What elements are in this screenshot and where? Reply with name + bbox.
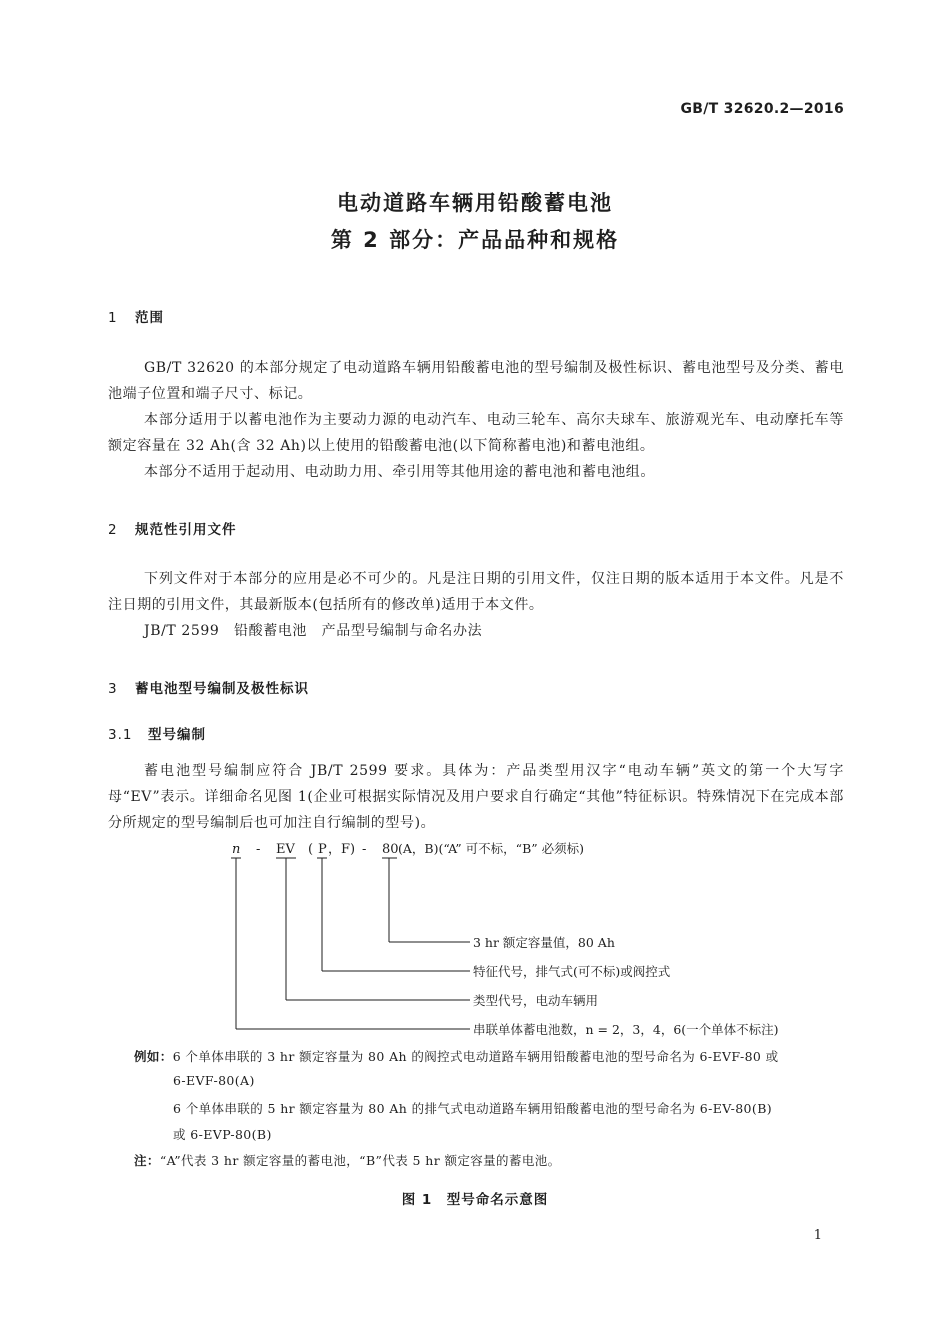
paragraph: 下列文件对于本部分的应用是必不可少的。凡是注日期的引用文件，仅注日期的版本适用于本文件。凡是不注日期的引用文件，其最新版本(包括所有的修改单)适用于本文件。 (108, 571, 844, 613)
diagram-dash: - (256, 842, 261, 857)
example-label: 例如： (134, 1049, 173, 1064)
section-title: 型号编制 (148, 727, 206, 743)
paragraph: GB/T 32620 的本部分规定了电动道路车辆用铅酸蓄电池的型号编制及极性标识、蓄电池型号及分类、蓄电池端子位置和端子尺寸、标记。 (108, 360, 844, 402)
diagram-f: ，F) (328, 842, 356, 857)
diagram-n: n (232, 842, 241, 857)
example-line: 或 6-EVP-80(B) (173, 1127, 272, 1142)
section-title: 范围 (135, 310, 164, 326)
paragraph: 本部分不适用于起动用、电动助力用、牵引用等其他用途的蓄电池和蓄电池组。 (144, 464, 655, 480)
document-subtitle: 第 2 部分：产品品种和规格 (330, 228, 620, 252)
diagram-label-capacity: 3 hr 额定容量值，80 Ah (473, 935, 615, 950)
note-label: 注： (134, 1153, 160, 1168)
figure-caption: 图 1 型号命名示意图 (401, 1192, 549, 1208)
section-number: 3.1 (108, 727, 133, 743)
diagram-dash: - (362, 842, 367, 857)
diagram-ev: EV (276, 842, 295, 857)
section-number: 3 (108, 681, 118, 697)
document-title: 电动道路车辆用铅酸蓄电池 (337, 191, 613, 215)
note-text: “A”代表 3 hr 额定容量的蓄电池，“B”代表 5 hr 额定容量的蓄电池。 (159, 1153, 561, 1168)
section-title: 规范性引用文件 (135, 522, 237, 538)
example-line (134, 1047, 779, 1065)
paragraph: 本部分适用于以蓄电池作为主要动力源的电动汽车、电动三轮车、高尔夫球车、旅游观光车、电动摩托车等额定容量在 32 Ah(含 32 Ah)以上使用的铅酸蓄电池(以下简称蓄电池)和蓄电池组。 (108, 412, 844, 454)
example-line: 6-EVF-80(A) (173, 1073, 255, 1088)
note-line (134, 1151, 561, 1169)
section-number: 2 (108, 522, 118, 538)
section-title: 蓄电池型号编制及极性标识 (135, 681, 309, 697)
diagram-label-type: 类型代号，电动车辆用 (473, 993, 599, 1008)
example-text: 6 个单体串联的 3 hr 额定容量为 80 Ah 的阀控式电动道路车辆用铅酸蓄电池的型号命名为 6-EVF-80 或 (172, 1049, 779, 1064)
paragraph: 蓄电池型号编制应符合 JB/T 2599 要求。具体为：产品类型用汉字“电动车辆”英文的第一个大写字母“EV”表示。详细命名见图 1(企业可根据实际情况及用户要求自行确定“其他”特征标识。特殊情况下在完成本部分所规定的型号编制后也可加注自行编制的型号)。 (108, 763, 844, 831)
diagram-80: 80 (382, 842, 399, 857)
example-line: 6 个单体串联的 5 hr 额定容量为 80 Ah 的排气式电动道路车辆用铅酸蓄电池的型号命名为 6-EV-80(B) (173, 1101, 773, 1116)
diagram-label-feature: 特征代号，排气式(可不标)或阀控式 (473, 964, 671, 979)
diagram-label-cells: 串联单体蓄电池数，n = 2，3，4，6(一个单体不标注) (473, 1022, 779, 1037)
normative-reference: JB/T 2599 铅酸蓄电池 产品型号编制与命名办法 (144, 623, 483, 639)
diagram-p: P (318, 842, 327, 857)
diagram-paren: ( (308, 842, 314, 857)
section-number: 1 (108, 310, 118, 326)
standard-number: GB/T 32620.2—2016 (680, 101, 844, 117)
page-number: 1 (813, 1228, 822, 1243)
diagram-suffix: (A，B)(“A” 可不标，“B” 必须标) (398, 841, 584, 856)
